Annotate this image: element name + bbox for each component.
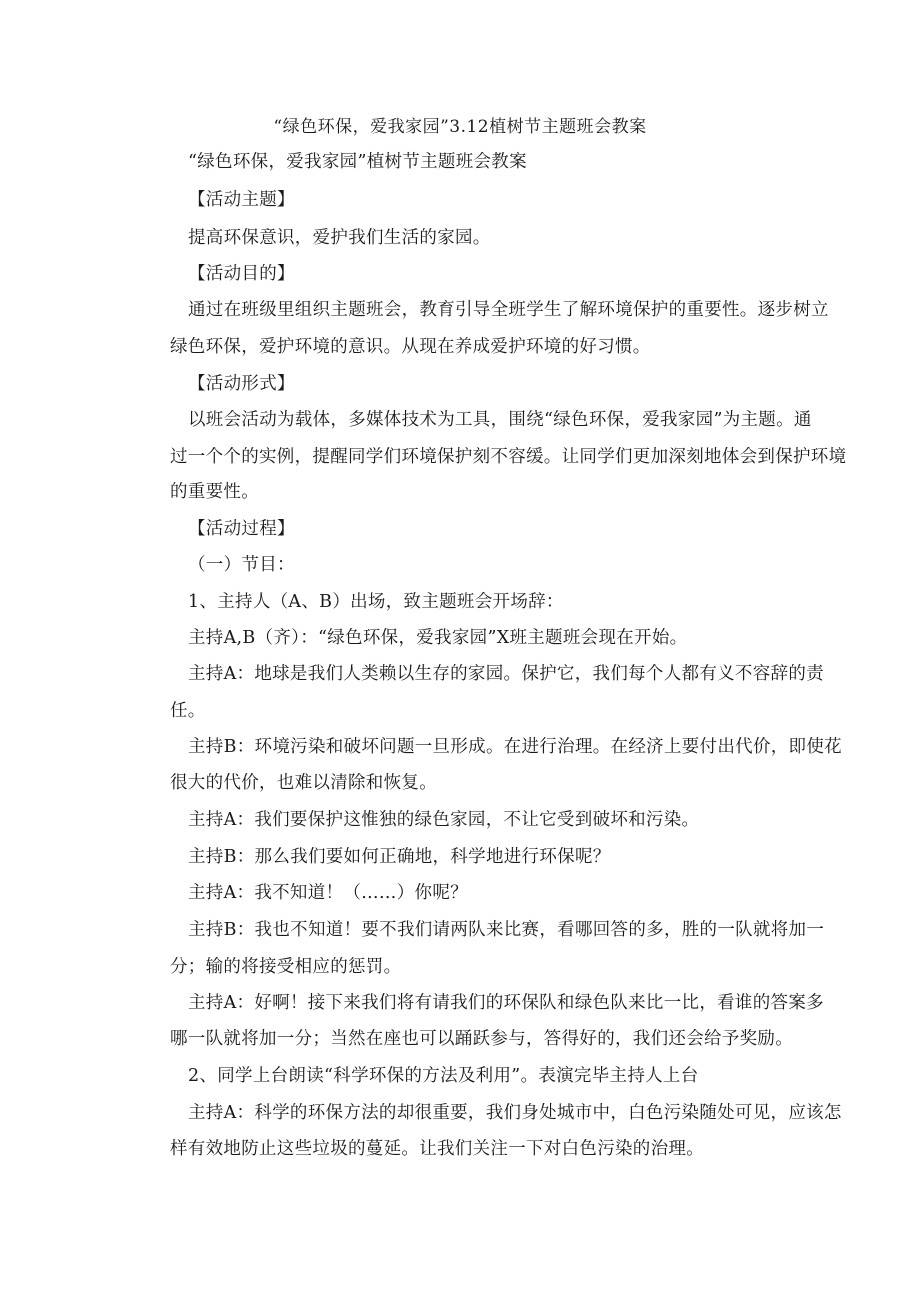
dialogue-line: 主持B：环境污染和破坏问题一旦形成。在进行治理。在经济上要付出代价，即使花: [188, 737, 842, 757]
paragraph-goal-line-2: 绿色环保，爱护环境的意识。从现在养成爱护环境的好习惯。: [170, 337, 651, 357]
dialogue-line-continued: 哪一队就将加一分；当然在座也可以踊跃参与，答得好的，我们还会给予奖励。: [170, 1029, 793, 1049]
dialogue-line-continued: 任。: [170, 701, 206, 721]
paragraph-theme: 提高环保意识，爱护我们生活的家园。: [188, 228, 491, 248]
document-subtitle: “绿色环保，爱我家园”植树节主题班会教案: [188, 152, 527, 172]
section-heading-goal: 【活动目的】: [188, 264, 295, 284]
dialogue-line: 主持A：科学的环保方法的却很重要，我们身处城市中，白色污染随处可见，应该怎: [188, 1103, 842, 1123]
dialogue-line: 主持A：地球是我们人类赖以生存的家园。保护它，我们每个人都有义不容辞的责: [188, 664, 824, 684]
dialogue-line: 主持A：好啊！接下来我们将有请我们的环保队和绿色队来比一比，看谁的答案多: [188, 993, 824, 1013]
paragraph-form-line-1: 以班会活动为载体，多媒体技术为工具，围绕“绿色环保，爱我家园”为主题。通: [188, 410, 812, 430]
list-item-2: 2、同学上台朗读“科学环保的方法及利用”。表演完毕主持人上台: [188, 1066, 699, 1086]
paragraph-form-line-3: 的重要性。: [170, 482, 259, 502]
section-heading-process: 【活动过程】: [188, 519, 295, 539]
section-heading-form: 【活动形式】: [188, 374, 295, 394]
paragraph-goal-line-1: 通过在班级里组织主题班会，教育引导全班学生了解环境保护的重要性。逐步树立: [188, 300, 829, 320]
part-one-label: （一）节目：: [188, 555, 295, 575]
section-heading-theme: 【活动主题】: [188, 190, 295, 210]
dialogue-line: 主持A：我不知道！（……）你呢？: [188, 883, 468, 903]
paragraph-form-line-2: 过一个个的实例，提醒同学们环境保护刻不容缓。让同学们更加深刻地体会到保护环境: [170, 447, 847, 467]
dialogue-line: 主持A,B（齐）：“绿色环保，爱我家园”X班主题班会现在开始。: [188, 628, 688, 648]
list-item-1: 1、主持人（A、B）出场，致主题班会开场辞：: [188, 592, 564, 612]
dialogue-line: 主持B：我也不知道！要不我们请两队来比赛，看哪回答的多，胜的一队就将加一: [188, 920, 825, 940]
dialogue-line-continued: 样有效地防止这些垃圾的蔓延。让我们关注一下对白色污染的治理。: [170, 1139, 704, 1159]
dialogue-line-continued: 分；输的将接受相应的惩罚。: [170, 957, 402, 977]
dialogue-line: 主持A：我们要保护这惟独的绿色家园，不让它受到破坏和污染。: [188, 810, 700, 830]
document-title: “绿色环保，爱我家园”3.12植树节主题班会教案: [273, 117, 647, 137]
dialogue-line-continued: 很大的代价，也难以清除和恢复。: [170, 773, 437, 793]
dialogue-line: 主持B：那么我们要如何正确地，科学地进行环保呢？: [188, 847, 611, 867]
